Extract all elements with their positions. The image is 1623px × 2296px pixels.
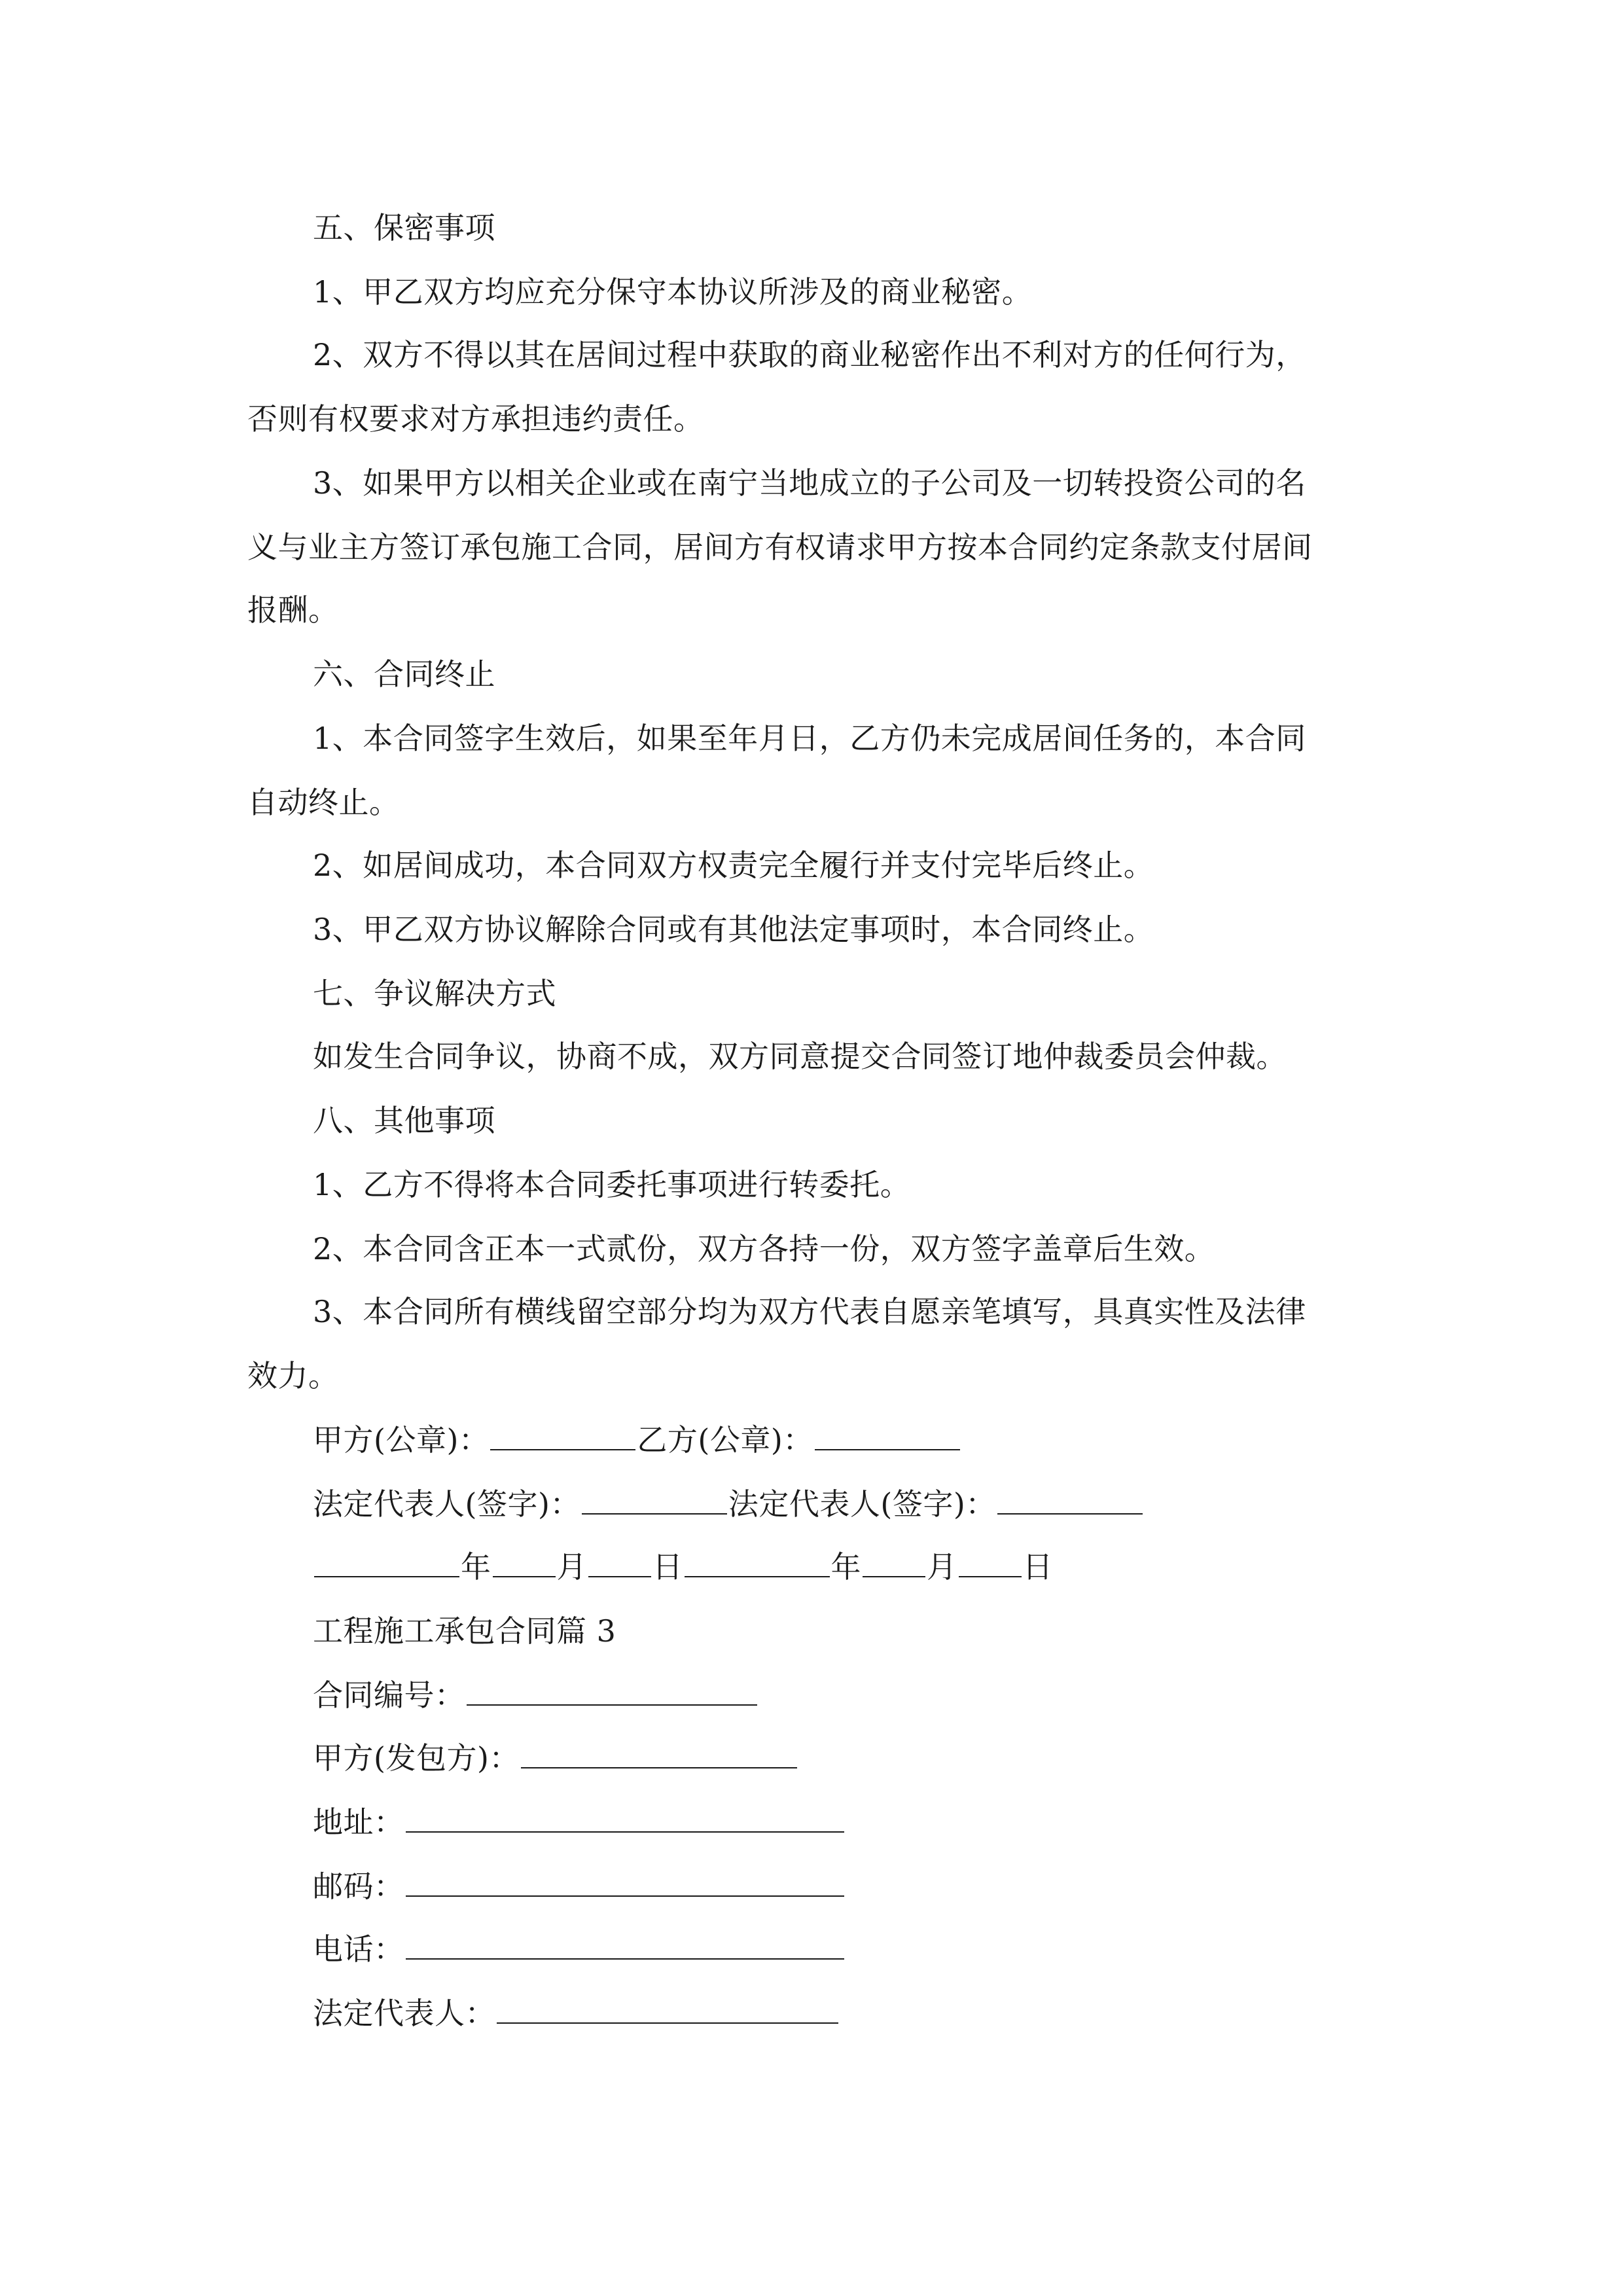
- address-blank[interactable]: [406, 1804, 844, 1833]
- party-a-date-place-blank[interactable]: [314, 1549, 459, 1577]
- contract-number-label: 合同编号：: [313, 1677, 465, 1713]
- date-day-label-b: 日: [1022, 1549, 1053, 1585]
- phone-row: [313, 1929, 846, 1969]
- section-5-item-2-line-1: 2、双方不得以其在居间过程中获取的商业秘密作出不利对方的任何行为，: [313, 337, 1306, 372]
- signature-seal-row: [313, 1420, 961, 1460]
- section-6-item-2: 2、如居间成功，本合同双方权责完全履行并支付完毕后终止。: [313, 848, 1154, 883]
- section-6-item-1-line-1: 1、本合同签字生效后，如果至年月日，乙方仍未完成居间任务的，本合同: [313, 721, 1306, 756]
- section-5-item-3-line-3: 报酬。: [247, 592, 339, 628]
- party-b-rep-label: 法定代表人(签字)：: [728, 1486, 996, 1522]
- legal-rep-row: [313, 1994, 840, 2033]
- section-7-text: 如发生合同争议，协商不成，双方同意提交合同签订地仲裁委员会仲裁。: [313, 1039, 1287, 1074]
- party-a-employer-blank[interactable]: [521, 1740, 797, 1768]
- address-label: 地址：: [313, 1804, 404, 1840]
- party-a-day-blank[interactable]: [588, 1549, 651, 1577]
- section-5-item-2-line-2: 否则有权要求对方承担违约责任。: [247, 401, 704, 437]
- party-b-seal-label: 乙方(公章)：: [637, 1422, 813, 1458]
- party-b-month-blank[interactable]: [863, 1549, 925, 1577]
- address-row: [313, 1803, 846, 1842]
- party-a-seal-blank[interactable]: [490, 1422, 635, 1450]
- section-6-title: 六、合同终止: [313, 656, 495, 692]
- section-8-item-2: 2、本合同含正本一式贰份，双方各持一份，双方签字盖章后生效。: [313, 1231, 1215, 1266]
- phone-blank[interactable]: [406, 1931, 844, 1960]
- party-a-rep-label: 法定代表人(签字)：: [313, 1486, 580, 1522]
- section-8-item-1: 1、乙方不得将本合同委托事项进行转委托。: [313, 1167, 911, 1202]
- contract-number-blank[interactable]: [467, 1677, 757, 1706]
- party-b-rep-blank[interactable]: [997, 1486, 1143, 1515]
- date-month-label-a: 月: [556, 1549, 587, 1585]
- section-5-item-3-line-2: 义与业主方签订承包施工合同，居间方有权请求甲方按本合同约定条款支付居间: [247, 529, 1313, 565]
- party-b-seal-blank[interactable]: [815, 1422, 960, 1450]
- signature-rep-row: [313, 1484, 1144, 1524]
- party-a-rep-blank[interactable]: [582, 1486, 727, 1515]
- party-a-month-blank[interactable]: [493, 1549, 556, 1577]
- postcode-label: 邮码：: [313, 1869, 404, 1904]
- legal-rep-label: 法定代表人：: [313, 1996, 495, 2031]
- contract-number-row: [313, 1676, 758, 1715]
- next-contract-title: 工程施工承包合同篇 3: [313, 1613, 616, 1649]
- section-8-title: 八、其他事项: [313, 1103, 495, 1138]
- party-b-day-blank[interactable]: [959, 1549, 1022, 1577]
- section-8-item-3-line-2: 效力。: [247, 1358, 339, 1393]
- section-6-item-3: 3、甲乙双方协议解除合同或有其他法定事项时，本合同终止。: [313, 912, 1154, 947]
- section-5-item-1: 1、甲乙双方均应充分保守本协议所涉及的商业秘密。: [313, 274, 1033, 310]
- legal-rep-blank[interactable]: [497, 1995, 838, 2024]
- date-year-label-b: 年: [830, 1549, 861, 1585]
- date-month-label-b: 月: [927, 1549, 957, 1585]
- section-5-title: 五、保密事项: [313, 210, 495, 245]
- section-8-item-3-line-1: 3、本合同所有横线留空部分均为双方代表自愿亲笔填写，具真实性及法律: [313, 1294, 1306, 1329]
- party-b-date-place-blank[interactable]: [685, 1549, 830, 1577]
- party-a-employer-row: [313, 1738, 798, 1778]
- party-a-seal-label: 甲方(公章)：: [313, 1422, 490, 1458]
- section-6-item-1-line-2: 自动终止。: [247, 785, 400, 820]
- phone-label: 电话：: [313, 1931, 404, 1967]
- signature-date-row: [313, 1547, 1053, 1587]
- date-year-label-a: 年: [461, 1549, 491, 1585]
- postcode-blank[interactable]: [406, 1868, 844, 1897]
- section-7-title: 七、争议解决方式: [313, 976, 556, 1011]
- postcode-row: [313, 1867, 846, 1906]
- section-5-item-3-line-1: 3、如果甲方以相关企业或在南宁当地成立的子公司及一切转投资公司的名: [313, 465, 1306, 501]
- date-day-label-a: 日: [652, 1549, 683, 1585]
- party-a-employer-label: 甲方(发包方)：: [313, 1740, 520, 1776]
